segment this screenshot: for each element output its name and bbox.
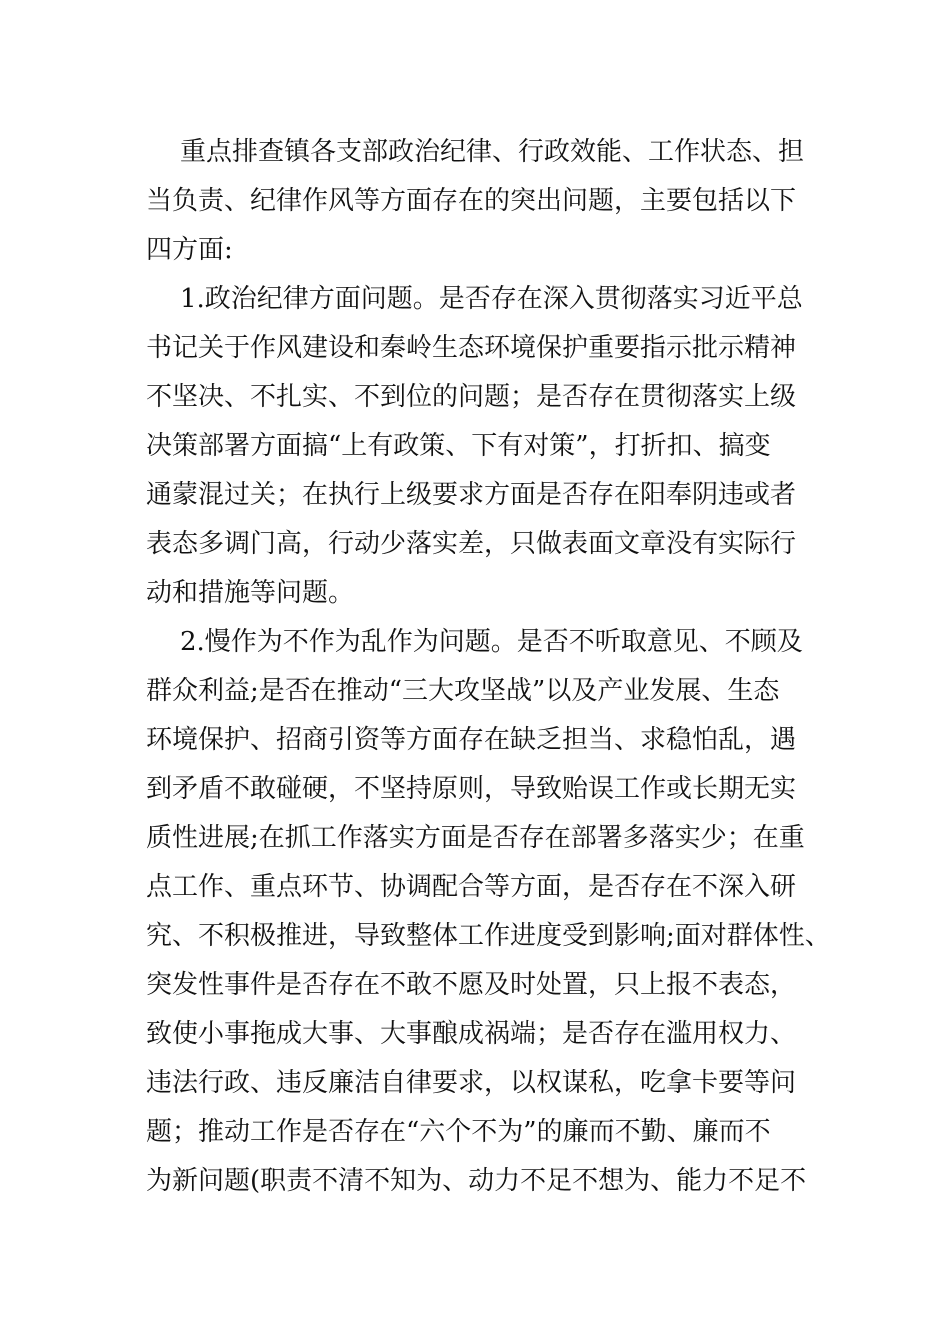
text-line: 书记关于作风建设和秦岭生态环境保护重要指示批示精神 xyxy=(146,333,797,363)
text-line: 究、不积极推进，导致整体工作进度受到影响;面对群体性、 xyxy=(146,921,831,951)
text-line: 群众利益;是否在推动“三大攻坚战”以及产业发展、生态 xyxy=(146,676,780,706)
text-line: 题；推动工作是否存在“六个不为”的廉而不勤、廉而不 xyxy=(146,1117,771,1147)
text-line: 突发性事件是否存在不敢不愿及时处置，只上报不表态， xyxy=(146,970,797,1000)
text-line: 决策部署方面搞“上有政策、下有对策”，打折扣、搞变 xyxy=(146,431,771,461)
text-line: 点工作、重点环节、协调配合等方面，是否存在不深入研 xyxy=(146,872,797,902)
text-line: 当负责、纪律作风等方面存在的突出问题，主要包括以下 xyxy=(146,186,797,216)
text-line: 致使小事拖成大事、大事酿成祸端；是否存在滥用权力、 xyxy=(146,1019,797,1049)
text-line: 动和措施等问题。 xyxy=(146,578,355,608)
text-line: 四方面: xyxy=(146,235,233,265)
text-line: 质性进展;在抓工作落实方面是否存在部署多落实少；在重 xyxy=(146,823,805,853)
text-line: 为新问题(职责不清不知为、动力不足不想为、能力不足不 xyxy=(146,1166,807,1196)
text-line: 表态多调门高，行动少落实差，只做表面文章没有实际行 xyxy=(146,529,797,559)
text-line: 到矛盾不敢碰硬，不坚持原则，导致贻误工作或长期无实 xyxy=(146,774,797,804)
text-line: 2.慢作为不作为乱作为问题。是否不听取意见、不顾及 xyxy=(180,627,803,657)
text-line: 1.政治纪律方面问题。是否存在深入贯彻落实习近平总 xyxy=(180,284,803,314)
text-line: 重点排查镇各支部政治纪律、行政效能、工作状态、担 xyxy=(180,137,805,167)
text-line: 通蒙混过关；在执行上级要求方面是否存在阳奉阴违或者 xyxy=(146,480,797,510)
text-line: 环境保护、招商引资等方面存在缺乏担当、求稳怕乱，遇 xyxy=(146,725,797,755)
text-line: 违法行政、违反廉洁自律要求，以权谋私，吃拿卡要等问 xyxy=(146,1068,797,1098)
text-line: 不坚决、不扎实、不到位的问题；是否存在贯彻落实上级 xyxy=(146,382,797,412)
